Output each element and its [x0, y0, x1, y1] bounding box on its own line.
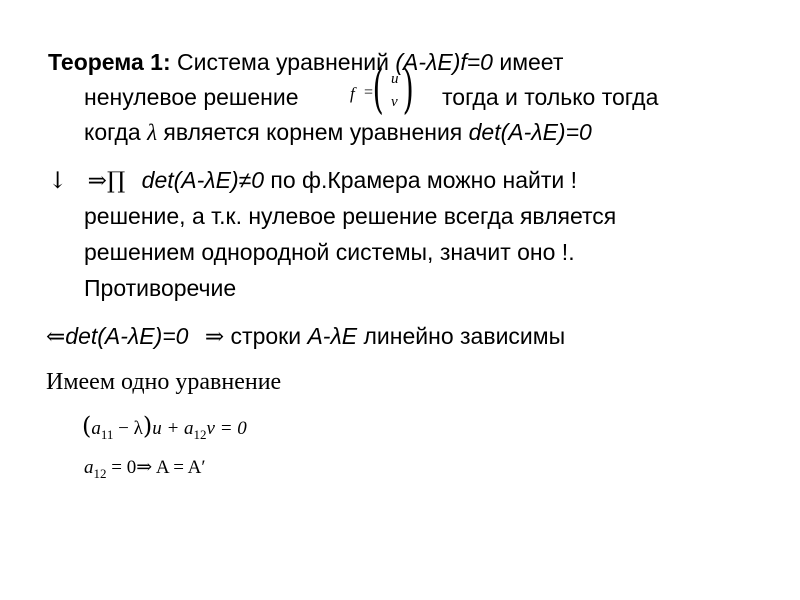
theorem-mid-3: является корнем уравнения — [157, 119, 469, 145]
down-arrow-icon: ↓ — [48, 168, 68, 194]
necessity-text-4: Противоречие — [84, 275, 237, 301]
equation-intro-text: Имеем одно уравнение — [46, 369, 282, 395]
necessity-line-3 — [84, 238, 575, 266]
sufficiency-text-post: линейно зависимы — [357, 323, 566, 349]
equation-intro — [46, 368, 281, 396]
eq1-minus-lambda: − λ — [113, 418, 143, 439]
theorem-line-2 — [84, 83, 299, 111]
equation-2 — [84, 456, 206, 482]
eq2-implies-icon: ⇒ — [136, 456, 153, 478]
implies-icon-2: ⇒ — [204, 324, 225, 350]
theorem-line-2-tail — [442, 83, 658, 111]
equation-1 — [82, 412, 247, 443]
eq2-a12: a — [84, 457, 94, 478]
necessity-text-3: решением однородной системы, значит оно !. — [84, 239, 575, 265]
sufficiency-text-pre: строки — [224, 323, 308, 349]
eq1-rest-u: u + — [152, 418, 185, 439]
theorem-formula-1: (A-λE)f=0 — [395, 49, 493, 75]
theorem-lambda: λ — [147, 120, 158, 145]
implies-icon: ⇒ — [87, 168, 107, 194]
eq1-rest-v: v = 0 — [206, 418, 247, 439]
theorem-text-3: когда — [84, 119, 148, 145]
theorem-text-1: Система уравнений — [170, 49, 396, 75]
left-implies-icon: ⇐ — [46, 324, 66, 350]
theorem-line-3 — [84, 118, 592, 147]
sufficiency-formula-2: A-λE — [307, 323, 358, 349]
necessity-text-1: по ф.Крамера можно найти ! — [264, 167, 578, 193]
eq1-a12-sub: 12 — [193, 426, 207, 442]
sufficiency-formula: det(A-λE)=0 — [65, 323, 189, 349]
necessity-line-1 — [48, 166, 577, 195]
vector-right-paren: ) — [402, 60, 414, 120]
theorem-line-1 — [48, 48, 563, 76]
vector-f — [346, 60, 438, 120]
theorem-label: Теорема 1: — [48, 49, 171, 75]
product-icon: ∏ — [106, 168, 126, 194]
sufficiency-line — [46, 322, 565, 351]
eq2-rest: A = A′ — [152, 457, 206, 478]
vector-lhs: f — [350, 84, 355, 103]
necessity-line-2 — [84, 202, 616, 230]
theorem-tail-2: тогда и только тогда — [442, 84, 659, 110]
theorem-text-2: ненулевое решение — [84, 84, 299, 110]
vector-bottom: v — [391, 94, 398, 110]
necessity-line-4 — [84, 274, 236, 302]
necessity-formula: det(A-λE)≠0 — [141, 167, 265, 193]
vector-top: u — [391, 71, 399, 87]
vector-left-paren: ( — [372, 60, 384, 120]
necessity-text-2: решение, а т.к. нулевое решение всегда является — [84, 203, 617, 229]
eq1-open-paren: ( — [82, 412, 92, 440]
eq2-eq0: = 0 — [106, 457, 137, 478]
vector-eq: = — [364, 84, 374, 101]
eq2-a12-sub: 12 — [93, 465, 107, 481]
theorem-tail-1: имеет — [492, 49, 564, 75]
eq1-close-paren: ) — [142, 412, 153, 440]
theorem-formula-3: det(A-λE)=0 — [468, 119, 592, 145]
eq1-a11: a — [91, 418, 101, 439]
eq1-a11-sub: 11 — [100, 426, 114, 442]
eq1-a12: a — [184, 418, 194, 439]
